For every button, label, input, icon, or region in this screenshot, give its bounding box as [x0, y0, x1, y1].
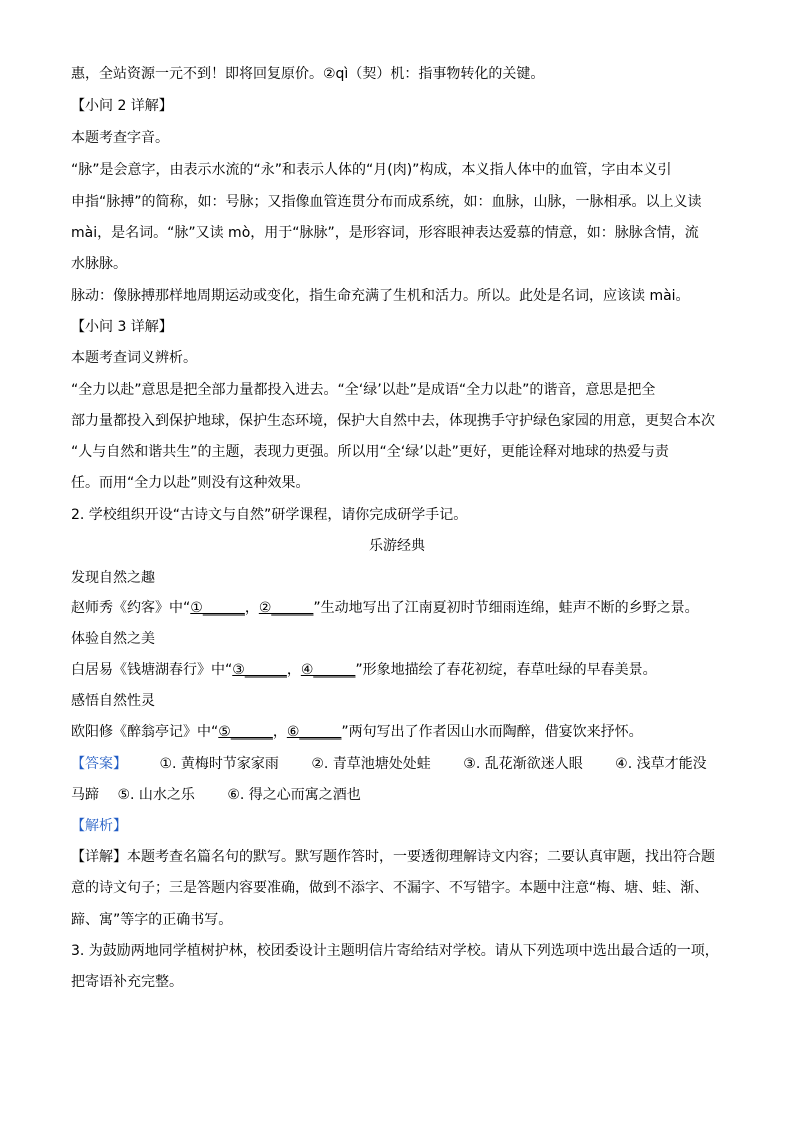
text-line: 申指“脉搏”的简称，如：号脉；又指像血管连贯分布而成系统，如：血脉，山脉，一脉相承。以上义读: [71, 194, 702, 210]
text-line: mài，是名词。“脉”又读 mò，用于“脉脉”，是形容词，形容眼神表达爱慕的情意，如：脉脉含情，流: [71, 225, 699, 241]
section-heading: 【小问 3 详解】: [71, 319, 173, 335]
fill-text: 赵师秀《约客》中“: [71, 600, 191, 616]
fill-text: ，: [286, 662, 301, 678]
blank-6[interactable]: ⑥______: [286, 724, 342, 740]
answer-item: ⑥. 得之心而寓之酒也: [227, 787, 361, 803]
blank-5[interactable]: ⑤______: [218, 724, 273, 740]
blank-1[interactable]: ①______: [190, 600, 245, 616]
fill-text: 白居易《钱塘湖春行》中“: [71, 662, 233, 678]
answer-item: ④. 浅草才能没: [615, 756, 707, 772]
text-line: 本题考查字音。: [71, 130, 169, 146]
text-line: 【详解】本题考查名篇名句的默写。默写题作答时，一要透彻理解诗文内容；二要认真审题，找出符合题: [71, 849, 715, 865]
text-line: “人与自然和谐共生”的主题，表现力更强。所以用“全‘绿’以赴”更好，更能诠释对地球的热爱与责: [71, 444, 669, 460]
question-3: 3. 为鼓励两地同学植树护林，校团委设计主题明信片寄给结对学校。请从下列选项中选出最合适的一项，: [71, 943, 719, 959]
text-line: 脉动：像脉搏那样地周期运动或变化，指生命充满了生机和活力。所以。此处是名词，应该读 mài。: [71, 288, 690, 304]
fill-text: 欧阳修《醉翁亭记》中“: [71, 724, 219, 740]
subheading: 发现自然之趣: [71, 570, 155, 586]
fill-text: ”形象地描绘了春花初绽，春草吐绿的早春美景。: [355, 662, 657, 678]
text-line: “脉”是会意字，由表示水流的“永”和表示人体的“月(肉)”构成，本义指人体中的血管，字由本义引: [71, 162, 672, 178]
fill-blank-line-1: [71, 598, 731, 618]
analysis-tag: 【解析】: [71, 818, 127, 834]
text-line: “全力以赴”意思是把全部力量都投入进去。“全‘绿’以赴”是成语“全力以赴”的谐音，意思是把全: [71, 382, 656, 398]
section-heading: 【小问 2 详解】: [71, 98, 173, 114]
fill-text: ，: [244, 600, 259, 616]
blank-4[interactable]: ④______: [300, 662, 356, 678]
blank-3[interactable]: ③______: [232, 662, 287, 678]
fill-blank-line-2: [71, 660, 731, 680]
text-line: 部力量都投入到保护地球，保护生态环境，保护大自然中去，体现携手守护绿色家园的用意，更契合本次: [71, 413, 715, 429]
fill-text: ，: [272, 724, 287, 740]
subheading: 感悟自然性灵: [71, 693, 155, 709]
fill-text: ”两句写出了作者因山水而陶醉，借宴饮来抒怀。: [341, 724, 643, 740]
text-line: 惠，全站资源一元不到！即将回复原价。②qì（契）机：指事物转化的关键。: [71, 66, 545, 82]
blank-2[interactable]: ②______: [258, 600, 314, 616]
text-line: 本题考查词义辨析。: [71, 350, 197, 366]
answer-line-2: [71, 785, 731, 805]
answer-item: ②. 青草池塘处处蛙: [311, 756, 431, 772]
answer-item: 马蹄: [71, 787, 99, 803]
handbook-title: 乐游经典: [369, 538, 425, 554]
answer-item: ⑤. 山水之乐: [117, 787, 195, 803]
answer-item: ③. 乱花渐欲迷人眼: [463, 756, 583, 772]
text-line: 任。而用“全力以赴”则没有这种效果。: [71, 475, 310, 491]
text-line: 水脉脉。: [71, 256, 127, 272]
subheading: 体验自然之美: [71, 631, 155, 647]
text-line: 意的诗文句子；三是答题内容要准确，做到不添字、不漏字、不写错字。本题中注意“梅、塘、蛙、渐、: [71, 880, 709, 896]
fill-blank-line-3: [71, 722, 731, 742]
answer-tag: 【答案】: [71, 756, 127, 772]
question-2: 2. 学校组织开设“古诗文与自然”研学课程，请你完成研学手记。: [71, 507, 468, 523]
text-line: 把寄语补充完整。: [71, 974, 183, 990]
fill-text: ”生动地写出了江南夏初时节细雨连绵，蛙声不断的乡野之景。: [313, 600, 699, 616]
answer-line: [71, 754, 731, 774]
text-line: 蹄、寓”等字的正确书写。: [71, 912, 233, 928]
answer-item: ①. 黄梅时节家家雨: [159, 756, 279, 772]
